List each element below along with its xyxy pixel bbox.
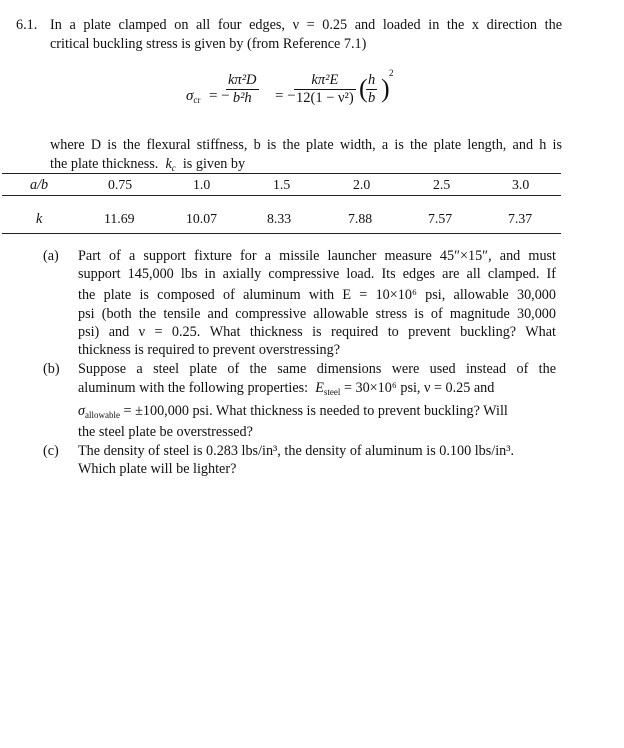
fraction-3-numerator: h — [368, 72, 376, 88]
equation-left-paren: ( — [359, 74, 368, 103]
table-k-cell: 7.57 — [428, 211, 453, 226]
part-b-label: (b) — [43, 361, 60, 377]
table-k-cell: 10.07 — [186, 211, 218, 226]
part-a-line: support 145,000 lbs in axially compressive load. Its edges are all clamped. If — [78, 266, 556, 282]
table-middle-rule — [2, 195, 561, 196]
table-ratio-cell: 2.0 — [353, 177, 371, 192]
problem-number: 6.1. — [16, 17, 38, 33]
equation-power: 2 — [389, 68, 394, 78]
part-a-label: (a) — [43, 248, 59, 264]
table-k-cell: 8.33 — [267, 211, 292, 226]
table-row-label-ratio: a/b — [30, 177, 49, 193]
equation-fraction-3 — [366, 72, 377, 107]
table-ratio-cell: 1.5 — [273, 177, 291, 192]
part-a-line: psi) and ν = 0.25. What thickness is required to prevent buckling? What — [78, 324, 556, 340]
where-line-1: where D is the flexural stiffness, b is the plate width, a is the plate length, and h is — [50, 137, 562, 153]
fraction-3-denominator: b — [368, 90, 376, 106]
table-k-cell: 11.69 — [104, 211, 135, 226]
table-ratio-cell: 3.0 — [512, 177, 530, 192]
part-a-line: thickness is required to prevent overstressing? — [78, 342, 341, 358]
part-c-line-1: The density of steel is 0.283 lbs/in³, the density of aluminum is 0.100 lbs/in³. — [78, 443, 515, 459]
equation-sigma: $\sigma_{cr}$ — [186, 88, 201, 105]
part-b-line-4: the steel plate be overstressed? — [78, 424, 253, 440]
table-k-cell: 7.37 — [508, 211, 533, 226]
equation-right-paren: ) — [381, 74, 390, 103]
equation-fraction-2 — [294, 72, 356, 107]
equation-equals-2: = − — [275, 88, 296, 104]
table-bottom-rule — [2, 233, 561, 234]
equation-sigma-subscript: cr — [193, 95, 201, 105]
fraction-2-numerator: kπ²E — [311, 72, 339, 88]
table-k-cell: 7.88 — [348, 211, 373, 226]
table-top-rule — [2, 173, 561, 174]
part-a-line: the plate is composed of aluminum with E = 10×10⁶ psi, allowable 30,000 — [78, 287, 556, 303]
problem-intro-line-1: In a plate clamped on all four edges, ν = 0.25 and loaded in the x direction the — [50, 17, 562, 33]
part-b-line-3: $\sigma_{allowable} = \pm 100,000$ psi. What thickness is needed to prevent buckling? Will — [78, 403, 508, 420]
problem-intro-line-2: critical buckling stress is given by (from Reference 7.1) — [50, 36, 367, 52]
part-c-line-2: Which plate will be lighter? — [78, 461, 237, 477]
fraction-1-numerator: kπ²D — [228, 72, 257, 88]
where-line-2: the plate thickness. $k_c$ is given by — [50, 156, 246, 173]
table-ratio-cell: 1.0 — [193, 177, 211, 192]
part-a-line: psi (both the tensile and compressive allowable stress is of magnitude 30,000 — [78, 306, 556, 322]
table-row-label-k: k — [36, 211, 43, 227]
table-ratio-cell: 0.75 — [108, 177, 133, 192]
table-ratio-cell: 2.5 — [433, 177, 451, 192]
part-b-line-2: aluminum with the following properties: $E_{steel} = 30\times 10^6$ psi, ν = 0.25 and — [78, 380, 495, 397]
part-a-line: Part of a support fixture for a missile launcher measure 45″×15″, and must — [78, 248, 556, 264]
fraction-2-denominator: 12(1 − ν²) — [296, 90, 354, 106]
part-b-line-1: Suppose a steel plate of the same dimensions were used instead of the — [78, 361, 556, 377]
equation-equals-1: = − — [209, 88, 230, 104]
part-c-label: (c) — [43, 443, 59, 459]
equation-fraction-1 — [226, 72, 259, 107]
fraction-1-denominator: b²h — [232, 90, 252, 106]
